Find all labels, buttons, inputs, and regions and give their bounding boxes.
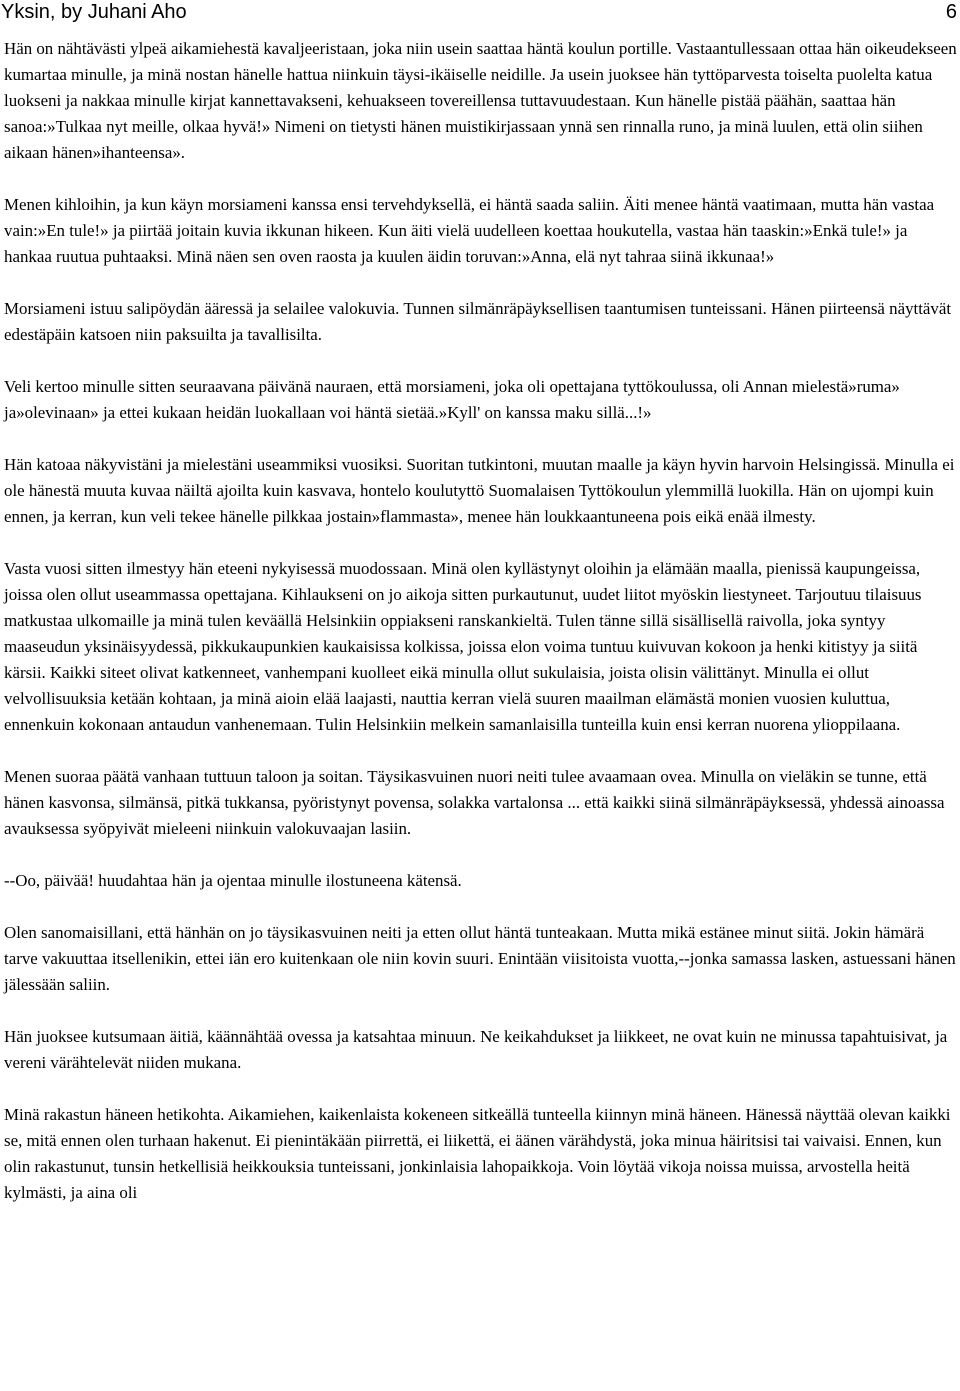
page-header (0, 0, 960, 24)
paragraph: --Oo, päivää! huudahtaa hän ja ojentaa minulle ilostuneena kätensä. (4, 871, 462, 890)
document-title: Yksin, by Juhani Aho (1, 1, 187, 23)
paragraph: Menen suoraa päätä vanhaan tuttuun taloon ja soitan. Täysikasvuinen nuori neiti tulee avaamaan ovea. Minulla on vieläkin se tunne, että hänen kasvonsa, silmänsä, pitkä tukkansa, pyöristynyt povensa, solakka vartalonsa ... että kaikki siinä silmänräpäyksessä, yhdessä ainoassa avauksessa syöpyivät mieleeni niinkuin valokuvaajan lasiin. (4, 767, 945, 838)
paragraph: Veli kertoo minulle sitten seuraavana päivänä nauraen, että morsiameni, joka oli opettajana tyttökoulussa, oli Annan mielestä»ruma» ja»olevinaan» ja ettei kukaan heidän luokallaan voi häntä sietää.»Kyll' on kanssa maku sillä...!» (4, 377, 900, 422)
paragraph: Vasta vuosi sitten ilmestyy hän eteeni nykyisessä muodossaan. Minä olen kyllästynyt oloihin ja elämään maalla, pienissä kaupungeissa, joissa olen ollut useammassa opettajana. Kihlaukseni on jo aikoja sitten purkautunut, uudet liitot myöskin liestyneet. Tarjoutuu tilaisuus matkustaa ulkomaille ja minä tulen keväällä Helsinkiin oppiakseni ranskankieltä. Tulen tänne sillä sisällisellä raivolla, joka syntyy maaseudun yksinäisyydessä, pikkukaupunkien kaukaisissa kolkissa, joissa elon voima tuntuu kuivuvan kokoon ja henki kitistyy ja siitä kärsii. Kaikki siteet olivat katkenneet, vanhempani kuolleet eikä minulla ollut sukulaisia, joista olisin välittänyt. Minulla ei ollut velvollisuuksia ketään kohtaan, ja minä aioin elää laajasti, nauttia kerran vielä suuren maailman elämästä monien vuosien kuluttua, ennenkuin kokonaan antaudun vanhenemaan. Tulin Helsinkiin melkein samanlaisilla tunteilla kuin ensi kerran nuorena ylioppilaana. (4, 559, 922, 734)
paragraph: Hän juoksee kutsumaan äitiä, käännähtää ovessa ja katsahtaa minuun. Ne keikahdukset ja liikkeet, ne ovat kuin ne minussa tapahtuisivat, ja vereni värähtelevät niiden mukana. (4, 1027, 948, 1072)
paragraph: Hän on nähtävästi ylpeä aikamiehestä kavaljeeristaan, joka niin usein saattaa häntä koulun portille. Vastaantullessaan ottaa hän oikeudekseen kumartaa minulle, ja minä nostan hänelle hattua niinkuin täysi-ikäiselle neidille. Ja usein juoksee hän tyttöparvesta toiselta puolelta katua luokseni ja nakkaa minulle kirjat kannettavakseni, kehuakseen tovereillensa tuttavuudestaan. Kun hänelle pistää päähän, saattaa hän sanoa:»Tulkaa nyt meille, olkaa hyvä!» Nimeni on tietysti hänen muistikirjassaan ynnä sen rinnalla runo, ja minä luulen, että olin siihen aikaan hänen»ihanteensa». (4, 39, 957, 162)
paragraph: Morsiameni istuu salipöydän ääressä ja selailee valokuvia. Tunnen silmänräpäyksellisen taantumisen tunteissani. Hänen piirteensä näyttävät edestäpäin katsoen niin paksuilta ja tavallisilta. (4, 299, 952, 344)
paragraph: Menen kihloihin, ja kun käyn morsiameni kanssa ensi tervehdyksellä, ei häntä saada saliin. Äiti menee häntä vaatimaan, mutta hän vastaa vain:»En tule!» ja piirtää joitain kuvia ikkunan hikeen. Kun äiti vielä uudelleen koettaa houkutella, vastaa hän taaskin:»Enkä tule!» ja hankaa ruutua puhtaaksi. Minä näen sen oven raosta ja kuulen äidin toruvan:»Anna, elä nyt tahraa siinä ikkunaa!» (4, 195, 935, 266)
paragraph: Hän katoaa näkyvistäni ja mielestäni useammiksi vuosiksi. Suoritan tutkintoni, muutan maalle ja käyn hyvin harvoin Helsingissä. Minulla ei ole hänestä muuta kuvaa näiltä ajoilta kuin kasvava, hontelo koulutyttö Suomalaisen Tyttökoulun ylemmillä luokilla. Hän on ujompi kuin ennen, ja kerran, kun veli tekee hänelle pilkkaa jostain»flammasta», menee hän loukkaantuneena pois eikä enää ilmesty. (4, 455, 955, 526)
document-body (4, 36, 959, 1232)
paragraph: Minä rakastun häneen hetikohta. Aikamiehen, kaikenlaista kokeneen sitkeällä tunteella kiinnyn minä häneen. Hänessä näyttää olevan kaikki se, mitä ennen olen turhaan hakenut. Ei pienintäkään piirrettä, ei liikettä, ei äänen värähdystä, joka minua häiritsisi tai vaivaisi. Ennen, kun olin rakastunut, tunsin hetkellisiä heikkouksia tunteissani, jonkinlaisia lahopaikkoja. Voin löytää vikoja noissa muissa, arvostella heitä kylmästi, ja aina oli (4, 1105, 951, 1202)
page-number: 6 (945, 1, 957, 23)
paragraph: Olen sanomaisillani, että hänhän on jo täysikasvuinen neiti ja etten ollut häntä tunteakaan. Mutta mikä estänee minut siitä. Jokin hämärä tarve vakuuttaa itsellenikin, ettei iän ero kuitenkaan ole niin kovin suuri. Enintään viisitoista vuotta,--jonka samassa lasken, astuessani hänen jälessään saliin. (4, 923, 956, 994)
